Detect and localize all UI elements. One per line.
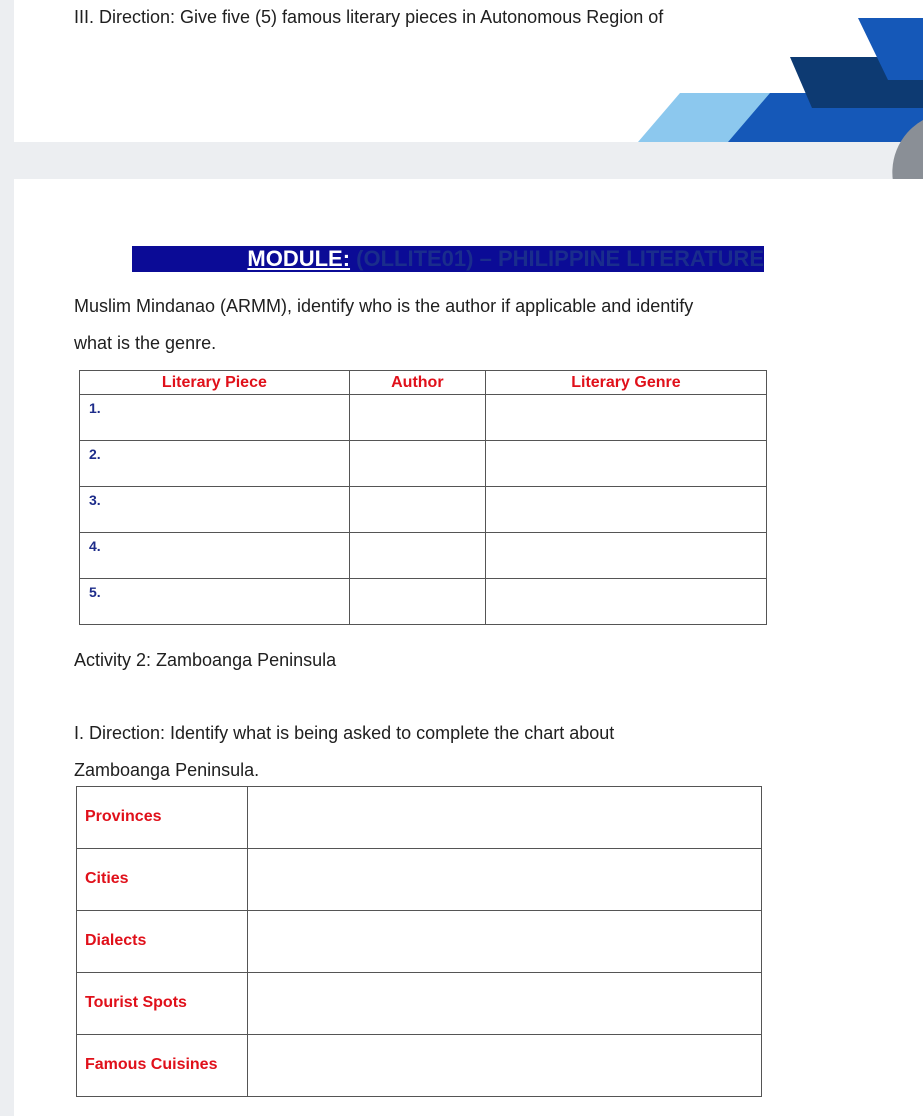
author-cell [349,441,485,487]
row-label [77,787,248,849]
table-row [77,787,762,849]
row-label-text: Cities [85,870,129,887]
table-row [80,533,767,579]
author-cell [349,487,485,533]
row-number: 3. [80,487,350,533]
direction-1-line2: Zamboanga Peninsula. [74,760,260,780]
module-label: MODULE: [247,246,351,271]
answer-cell [248,973,762,1035]
table-row [77,911,762,973]
row-label [77,849,248,911]
answer-cell [248,911,762,973]
row-label-text: Famous Cuisines [85,1056,218,1073]
genre-cell [485,395,766,441]
col-literary-piece: Literary Piece [80,371,350,395]
author-cell [349,533,485,579]
direction-3-line2: Muslim Mindanao (ARMM), identify who is the author if applicable and identify [74,296,694,316]
genre-cell [485,441,766,487]
direction-3-line3: what is the genre. [74,333,217,353]
table-row [77,973,762,1035]
row-label-text: Provinces [85,808,162,825]
module-title [132,246,764,272]
row-label [77,911,248,973]
table-row [80,487,767,533]
table-row [77,1035,762,1097]
row-label [77,973,248,1035]
row-number: 5. [80,579,350,625]
literary-pieces-table [79,370,767,625]
genre-cell [485,487,766,533]
row-label [77,1035,248,1097]
answer-cell [248,849,762,911]
col-author: Author [349,371,485,395]
row-label-text: Tourist Spots [85,994,187,1011]
author-cell [349,395,485,441]
table-row [80,441,767,487]
row-number: 4. [80,533,350,579]
genre-cell [485,533,766,579]
author-cell [349,579,485,625]
row-number: 1. [80,395,350,441]
answer-cell [248,1035,762,1097]
genre-cell [485,579,766,625]
row-number: 2. [80,441,350,487]
table-row [77,849,762,911]
col-literary-genre: Literary Genre [485,371,766,395]
table-row [80,395,767,441]
table-row [80,579,767,625]
zamboanga-chart-table [76,786,762,1097]
direction-1-line1: I. Direction: Identify what is being asked to complete the chart about [74,723,615,743]
table-header-row [80,371,767,395]
answer-cell [248,787,762,849]
activity-2-heading: Activity 2: Zamboanga Peninsula [74,650,337,670]
row-label-text: Dialects [85,932,147,949]
module-name: (OLLITE01) – PHILIPPINE LITERATURE [350,246,764,271]
direction-3-line1: III. Direction: Give five (5) famous literary pieces in Autonomous Region of [74,7,664,27]
